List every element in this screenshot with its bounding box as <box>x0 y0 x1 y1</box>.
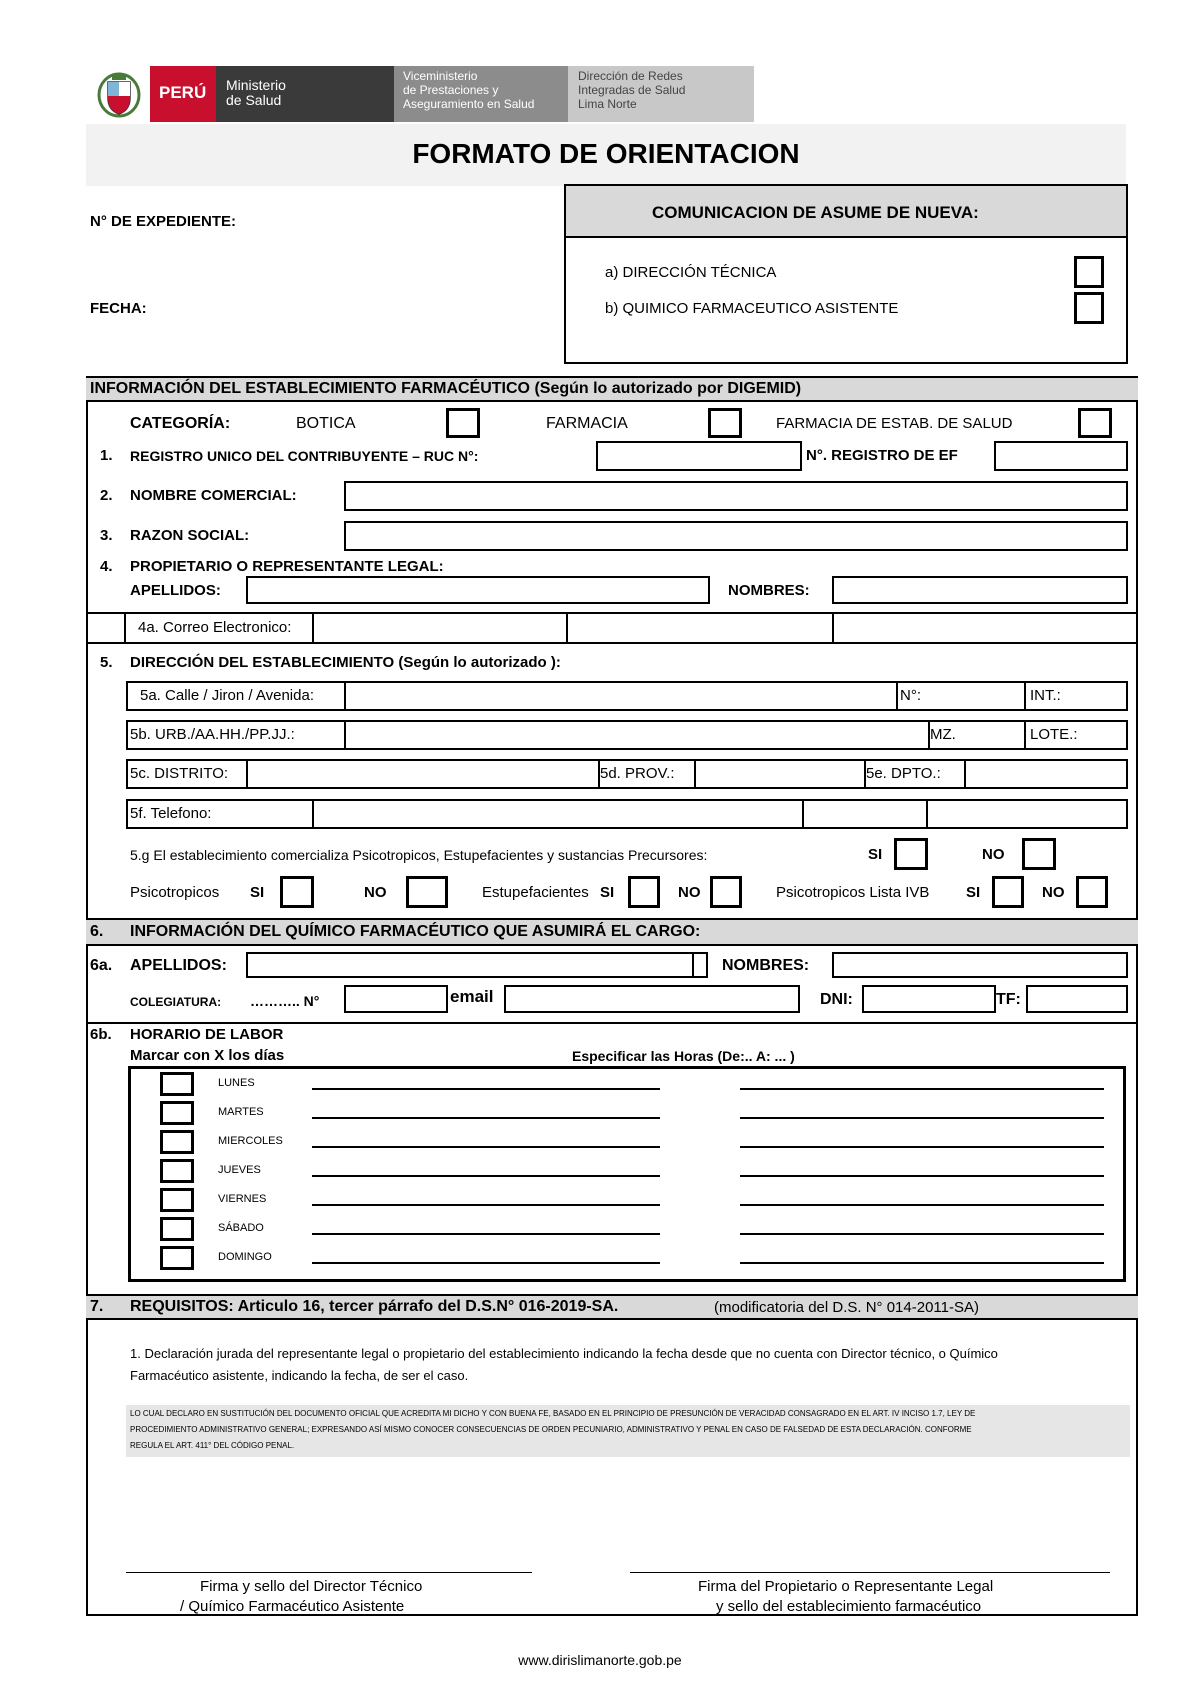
estupefacientes-si-checkbox[interactable] <box>628 876 660 908</box>
quimico-nombres-input[interactable] <box>832 952 1128 978</box>
item-6b-number: 6b. <box>90 1026 112 1043</box>
razon-social-input[interactable] <box>344 521 1128 551</box>
dpto-input[interactable] <box>966 761 1126 787</box>
psico-no-checkbox[interactable] <box>1022 838 1056 870</box>
left-signature-line2: / Químico Farmacéutico Asistente <box>180 1598 405 1615</box>
psicotropicos-no-label: NO <box>364 884 387 901</box>
establecimiento-header: INFORMACIÓN DEL ESTABLECIMIENTO FARMACÉUTICO (Según lo autorizado por DIGEMID) <box>90 380 802 397</box>
horario-label: HORARIO DE LABOR <box>130 1026 284 1043</box>
psico-si-checkbox[interactable] <box>894 838 928 870</box>
direccion-label: DIRECCIÓN DEL ESTABLECIMIENTO (Según lo autorizado ): <box>130 654 561 671</box>
right-signature-line1: Firma del Propietario o Representante Legal <box>698 1578 994 1595</box>
option-quimico-asistente: b) QUIMICO FARMACEUTICO ASISTENTE <box>605 300 899 317</box>
correo-divider-4 <box>832 612 834 644</box>
especificar-label: Especificar las Horas (De:.. A: ... ) <box>572 1048 795 1064</box>
correo-divider-3 <box>566 612 568 644</box>
day-checkbox-0[interactable] <box>160 1072 194 1096</box>
day-hours-start-line[interactable] <box>312 1088 660 1090</box>
dpto-label: 5e. DPTO.: <box>866 765 941 782</box>
declaracion-line2: PROCEDIMIENTO ADMINISTRATIVO GENERAL; EXPRESANDO ASÍ MISMO CONOCER CONSECUENCIAS DE ORDEN PECUNIARIO, ADMINISTRATIVO Y PENAL EN CASO DE FALSEDAD DE ESTA DECLARACIÓN. CONFORME <box>130 1425 972 1434</box>
section-6b-divider <box>86 1022 1138 1024</box>
lote-label: LOTE.: <box>1030 726 1078 743</box>
day-hours-start-line[interactable] <box>312 1117 660 1119</box>
ruc-input[interactable] <box>596 441 802 471</box>
mz-label: MZ. <box>930 726 956 743</box>
distrito-label: 5c. DISTRITO: <box>130 765 229 782</box>
quimico-apellidos-label: APELLIDOS: <box>130 957 227 974</box>
correo-row-top <box>86 612 1138 614</box>
day-label: MARTES <box>218 1106 264 1118</box>
psicotropicos-si-label: SI <box>250 884 265 901</box>
correo-label: 4a. Correo Electronico: <box>138 619 292 636</box>
horario-box <box>128 1066 1126 1282</box>
day-label: DOMINGO <box>218 1251 272 1263</box>
requisito-1-line2: Farmacéutico asistente, indicando la fecha, de ser el caso. <box>130 1368 469 1383</box>
psico-lista-label: Psicotropicos Lista IVB <box>776 884 930 901</box>
email-label: email <box>450 987 494 1006</box>
telefono-input[interactable] <box>314 801 802 827</box>
item-6-number: 6. <box>90 923 104 940</box>
day-checkbox-5[interactable] <box>160 1217 194 1241</box>
day-hours-start-line[interactable] <box>312 1204 660 1206</box>
requisitos-modificatoria: (modificatoria del D.S. N° 014-2011-SA) <box>714 1299 979 1316</box>
estupefacientes-no-label: NO <box>678 884 701 901</box>
email-input[interactable] <box>504 985 800 1013</box>
correo-row-bottom <box>86 642 1138 644</box>
nombres-input[interactable] <box>832 576 1128 604</box>
day-hours-end-line[interactable] <box>740 1233 1104 1235</box>
calle-input[interactable] <box>346 683 896 709</box>
numero-label: N°: <box>900 687 921 704</box>
psico-question: 5.g El establecimiento comercializa Psicotropicos, Estupefacientes y sustancias Precursores: <box>130 847 708 863</box>
quimico-apellidos-input[interactable] <box>246 952 708 978</box>
registro-ef-input[interactable] <box>994 441 1128 471</box>
registro-ef-label: N°. REGISTRO DE EF <box>806 447 958 464</box>
psico-lista-no-checkbox[interactable] <box>1076 876 1108 908</box>
tf-input[interactable] <box>1026 985 1128 1013</box>
psico-lista-no-label: NO <box>1042 884 1065 901</box>
estupefacientes-label: Estupefacientes <box>482 884 589 901</box>
nombre-comercial-input[interactable] <box>344 481 1128 511</box>
colegiatura-label: COLEGIATURA: <box>130 995 222 1009</box>
botica-checkbox[interactable] <box>446 408 480 438</box>
prov-label: 5d. PROV.: <box>600 765 675 782</box>
dni-input[interactable] <box>862 985 996 1013</box>
peru-label: PERÚ <box>159 83 207 102</box>
psicotropicos-label: Psicotropicos <box>130 884 220 901</box>
day-checkbox-1[interactable] <box>160 1101 194 1125</box>
ministerio-line2: de Salud <box>226 92 282 108</box>
psico-lista-si-label: SI <box>966 884 981 901</box>
item-2-number: 2. <box>100 487 113 504</box>
ministerio-badge <box>216 66 394 122</box>
prov-input[interactable] <box>696 761 864 787</box>
propietario-label: PROPIETARIO O REPRESENTANTE LEGAL: <box>130 558 444 575</box>
direccion-line3: Lima Norte <box>578 97 637 111</box>
botica-label: BOTICA <box>296 415 356 432</box>
telefono-label: 5f. Telefono: <box>130 805 212 822</box>
day-checkbox-3[interactable] <box>160 1159 194 1183</box>
dni-label: DNI: <box>820 991 853 1008</box>
day-hours-start-line[interactable] <box>312 1146 660 1148</box>
comunicacion-title: COMUNICACION DE ASUME DE NUEVA: <box>652 203 979 222</box>
psico-lista-si-checkbox[interactable] <box>992 876 1024 908</box>
day-hours-end-line[interactable] <box>740 1262 1104 1264</box>
day-checkbox-2[interactable] <box>160 1130 194 1154</box>
day-hours-start-line[interactable] <box>312 1175 660 1177</box>
quimico-header: INFORMACIÓN DEL QUÍMICO FARMACÉUTICO QUE ASUMIRÁ EL CARGO: <box>130 923 701 940</box>
day-checkbox-6[interactable] <box>160 1246 194 1270</box>
right-signature-line2: y sello del establecimiento farmacéutico <box>716 1598 982 1615</box>
razon-social-label: RAZON SOCIAL: <box>130 527 250 544</box>
correo-input[interactable] <box>314 614 566 642</box>
ministerio-line1: Ministerio <box>226 77 286 93</box>
vice-line1: Viceministerio <box>403 69 478 83</box>
day-label: MIERCOLES <box>218 1135 283 1147</box>
farmacia-label: FARMACIA <box>546 415 628 432</box>
ruc-label: REGISTRO UNICO DEL CONTRIBUYENTE – RUC N°: <box>130 448 479 464</box>
day-hours-start-line[interactable] <box>312 1233 660 1235</box>
day-hours-start-line[interactable] <box>312 1262 660 1264</box>
day-label: VIERNES <box>218 1193 267 1205</box>
option-direccion-tecnica: a) DIRECCIÓN TÉCNICA <box>605 264 777 281</box>
left-signature-line <box>126 1572 532 1573</box>
urb-label: 5b. URB./AA.HH./PP.JJ.: <box>130 726 295 743</box>
item-1-number: 1. <box>100 447 113 464</box>
psico-no-label: NO <box>982 846 1005 863</box>
direccion-line1: Dirección de Redes <box>578 69 683 83</box>
quimico-asistente-checkbox[interactable] <box>1074 292 1104 324</box>
urb-divider-3 <box>1024 720 1026 750</box>
direccion-badge <box>568 66 754 122</box>
nombres-label: NOMBRES: <box>728 582 810 599</box>
coat-of-arms-icon <box>96 70 142 118</box>
item-6a-number: 6a. <box>90 957 113 974</box>
psico-si-label: SI <box>868 846 883 863</box>
item-3-number: 3. <box>100 527 113 544</box>
categoria-label: CATEGORÍA: <box>130 415 231 432</box>
marcar-label: Marcar con X los días <box>130 1047 285 1064</box>
left-signature-line1: Firma y sello del Director Técnico <box>200 1578 423 1595</box>
right-signature-line <box>630 1572 1110 1573</box>
requisitos-header: REQUISITOS: Articulo 16, tercer párrafo del D.S.N° 016-2019-SA. <box>130 1298 619 1315</box>
distrito-input[interactable] <box>248 761 598 787</box>
farmacia-estab-checkbox[interactable] <box>1078 408 1112 438</box>
direccion-tecnica-checkbox[interactable] <box>1074 256 1104 288</box>
correo-divider-1 <box>124 612 126 644</box>
requisito-1-line1: 1. Declaración jurada del representante legal o propietario del establecimiento indicando la fecha desde que no cuenta con Director técnico, o Químico <box>130 1346 998 1361</box>
tf-label: TF: <box>996 991 1021 1008</box>
calle-label: 5a. Calle / Jiron / Avenida: <box>140 687 314 704</box>
footer-url[interactable]: www.dirislimanorte.gob.pe <box>518 1652 682 1668</box>
expediente-label: N° DE EXPEDIENTE: <box>90 213 237 230</box>
item-4-number: 4. <box>100 558 113 575</box>
calle-divider-2 <box>896 681 898 711</box>
calle-divider-3 <box>1024 681 1026 711</box>
farmacia-estab-label: FARMACIA DE ESTAB. DE SALUD <box>776 415 1013 432</box>
item-5-number: 5. <box>100 654 113 671</box>
psicotropicos-si-checkbox[interactable] <box>280 876 314 908</box>
day-hours-end-line[interactable] <box>740 1204 1104 1206</box>
apellidos-input[interactable] <box>246 576 710 604</box>
urb-input[interactable] <box>346 722 928 748</box>
apellidos-label: APELLIDOS: <box>130 582 221 599</box>
viceministerio-badge <box>394 66 568 122</box>
estupefacientes-si-label: SI <box>600 884 615 901</box>
direccion-line2: Integradas de Salud <box>578 83 686 97</box>
day-hours-end-line[interactable] <box>740 1117 1104 1119</box>
telefono-divider-3 <box>926 799 928 829</box>
peru-badge <box>150 66 216 122</box>
vice-line3: Aseguramiento en Salud <box>403 97 535 111</box>
day-hours-end-line[interactable] <box>740 1088 1104 1090</box>
farmacia-checkbox[interactable] <box>708 408 742 438</box>
day-hours-end-line[interactable] <box>740 1146 1104 1148</box>
declaracion-line3: REGULA EL ART. 411° DEL CÓDIGO PENAL. <box>130 1441 295 1450</box>
logo-bar <box>88 66 788 122</box>
day-label: LUNES <box>218 1077 255 1089</box>
page-title: FORMATO DE ORIENTACION <box>412 138 800 169</box>
colegiatura-dots: ……….. N° <box>250 993 320 1009</box>
colegiatura-input[interactable] <box>344 985 448 1013</box>
psicotropicos-no-checkbox[interactable] <box>406 876 448 908</box>
int-label: INT.: <box>1030 687 1061 704</box>
nombre-comercial-label: NOMBRE COMERCIAL: <box>130 487 297 504</box>
quimico-nombres-label: NOMBRES: <box>722 957 810 974</box>
declaracion-line1: LO CUAL DECLARO EN SUSTITUCIÓN DEL DOCUMENTO OFICIAL QUE ACREDITA MI DICHO Y CON BUENA FE, BASADO EN EL PRINCIPIO DE PRESUNCIÓN DE VERACIDAD CONSAGRADO EN EL ART. IV INCISO 1.7, LEY DE <box>130 1409 976 1418</box>
telefono-divider-2 <box>802 799 804 829</box>
item-7-number: 7. <box>90 1298 104 1315</box>
estupefacientes-no-checkbox[interactable] <box>710 876 742 908</box>
fecha-label: FECHA: <box>90 300 147 317</box>
vice-line2: de Prestaciones y <box>403 83 499 97</box>
day-label: SÁBADO <box>218 1222 264 1234</box>
day-label: JUEVES <box>218 1164 261 1176</box>
quimico-apellidos-divider <box>692 952 694 978</box>
day-hours-end-line[interactable] <box>740 1175 1104 1177</box>
day-checkbox-4[interactable] <box>160 1188 194 1212</box>
